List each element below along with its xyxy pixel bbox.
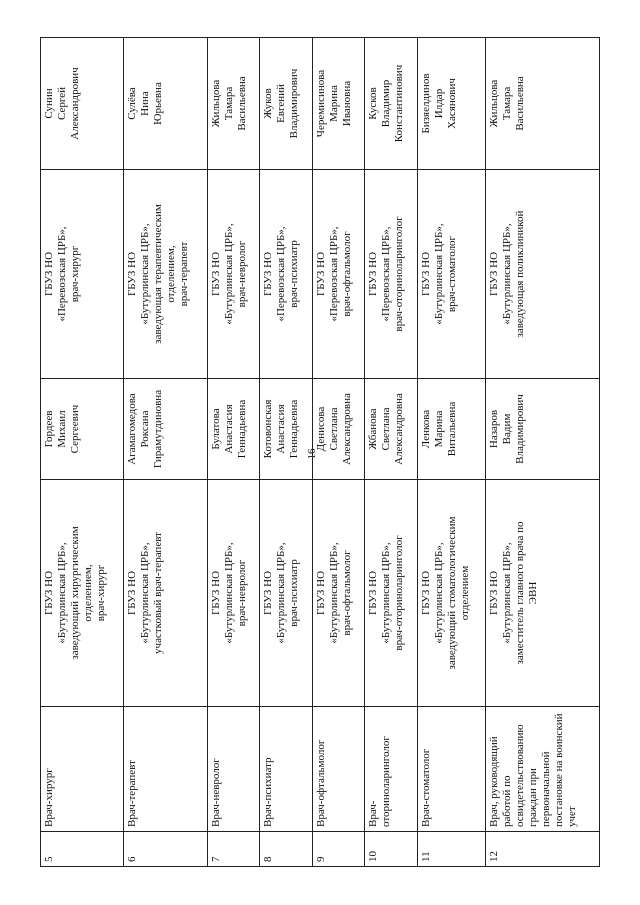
reserve-workplace-cell-line: врач-оториноларинголог: [393, 216, 406, 332]
reserve-member-name-line: Васильевна: [235, 76, 248, 131]
main-member-name: [312, 379, 364, 480]
main-member-name: [417, 379, 485, 480]
main-workplace-cell: [260, 480, 312, 707]
main-workplace-cell: [417, 480, 485, 707]
reserve-member-name-line: Константинович: [393, 64, 406, 143]
main-workplace-cell-line: заведующий хирургическим: [69, 526, 81, 660]
main-workplace-cell-line: «Бутурлинская ЦРБ»,: [222, 542, 235, 644]
main-workplace-cell-line: участковый врач-терапевт: [152, 532, 165, 654]
main-member-name-line: Агамагомедова: [126, 393, 139, 465]
reserve-workplace-cell-line: ГБУЗ НО: [262, 251, 275, 297]
reserve-workplace-cell-line: врач-психиатр: [288, 240, 301, 308]
main-member-name-line: Денисова: [314, 406, 327, 452]
main-member-name-line: Геннадьевна: [235, 399, 248, 459]
reserve-member-name-line: Тамара: [500, 86, 513, 121]
row-number: 12: [485, 832, 599, 867]
main-member-name-line: Жбанова: [367, 408, 380, 450]
reserve-member-name-line: Юрьевна: [152, 82, 165, 125]
main-workplace-cell-line: ГБУЗ НО: [209, 570, 222, 616]
main-workplace-cell-line: ГБУЗ НО: [43, 570, 55, 616]
reserve-member-name-line: Кусков: [367, 87, 380, 120]
row-number: 7: [207, 832, 259, 867]
table-row: [365, 38, 417, 867]
row-number: 6: [124, 832, 207, 867]
reserve-member-name-line: Евгений: [275, 84, 288, 123]
reserve-member-name: [260, 38, 312, 170]
reserve-workplace-cell-line: «Перевозская ЦРБ»,: [327, 226, 340, 322]
reserve-workplace-cell-line: «Перевозская ЦРБ»,: [56, 226, 68, 322]
main-workplace-cell-line: ГБУЗ НО: [487, 570, 500, 616]
main-member-name-line: Марина: [432, 410, 445, 448]
main-member-name: [365, 379, 417, 480]
reserve-workplace-cell: [41, 170, 124, 379]
main-workplace-cell-line: «Бутурлинская ЦРБ»,: [500, 542, 513, 644]
commission-table: [40, 37, 600, 867]
reserve-member-name-line: Сунин: [43, 88, 55, 119]
reserve-workplace-cell-line: ГБУЗ НО: [126, 251, 139, 297]
main-member-name-line: Котовонская: [262, 399, 275, 459]
main-member-name-line: Булатова: [209, 408, 222, 450]
main-member-name-line: Вадим: [500, 413, 513, 445]
main-member-name-line: Гирамутдиновна: [152, 389, 165, 469]
row-number: 5: [41, 832, 124, 867]
main-member-name-line: Сергеевич: [69, 404, 81, 454]
position-cell: Врач-хирург: [41, 707, 124, 832]
reserve-workplace-cell-line: ГБУЗ НО: [314, 251, 327, 297]
reserve-member-name: [207, 38, 259, 170]
main-workplace-cell-line: заведующий стоматологическим: [445, 516, 458, 670]
reserve-member-name-line: Марина: [327, 85, 340, 122]
main-workplace-cell-line: врач-психиатр: [288, 559, 301, 627]
reserve-member-name-line: Ивановна: [340, 80, 353, 127]
main-member-name-line: Назаров: [487, 409, 500, 449]
main-workplace-cell-line: врач-невролог: [235, 559, 248, 627]
main-member-name: [124, 379, 207, 480]
reserve-workplace-cell-line: «Бутурлинская ЦРБ»,: [432, 223, 445, 325]
reserve-workplace-cell-line: «Перевозская ЦРБ»,: [275, 226, 288, 322]
position-cell: Врач-стоматолог: [417, 707, 485, 832]
main-workplace-cell-line: «Бутурлинская ЦРБ»,: [380, 542, 393, 644]
row-number: 10: [365, 832, 417, 867]
reserve-workplace-cell-line: врач-хирург: [69, 245, 81, 303]
reserve-workplace-cell-line: врач-терапевт: [178, 241, 191, 307]
reserve-member-name: [417, 38, 485, 170]
table-row: [485, 38, 599, 867]
reserve-member-name-line: Сергей: [56, 87, 68, 120]
position-cell: Врач-психиатр: [260, 707, 312, 832]
reserve-member-name-line: Бизяелдинов: [419, 73, 432, 134]
main-workplace-cell-line: ЭВН: [526, 581, 539, 605]
reserve-workplace-cell: [312, 170, 364, 379]
main-workplace-cell-line: «Бутурлинская ЦРБ»,: [432, 542, 445, 644]
table-row: [41, 38, 124, 867]
reserve-workplace-cell: [124, 170, 207, 379]
main-member-name-line: Анастасия: [275, 404, 288, 454]
reserve-member-name-line: Владимир: [380, 79, 393, 128]
table-row: [260, 38, 312, 867]
main-workplace-cell: [207, 480, 259, 707]
reserve-workplace-cell-line: ГБУЗ НО: [43, 251, 55, 297]
reserve-member-name-line: Жуков: [262, 88, 275, 119]
reserve-workplace-cell-line: «Бутурлинская ЦРБ»,: [139, 223, 152, 325]
table-row: [207, 38, 259, 867]
row-number: 9: [312, 832, 364, 867]
main-workplace-cell: [312, 480, 364, 707]
reserve-workplace-cell-line: «Бутурлинская ЦРБ»,: [222, 223, 235, 325]
reserve-member-name-line: Александрович: [69, 67, 81, 140]
reserve-member-name-line: Васильевна: [513, 76, 526, 131]
reserve-member-name-line: Хасянович: [445, 78, 458, 129]
row-number: 11: [417, 832, 485, 867]
reserve-member-name: [124, 38, 207, 170]
main-workplace-cell: [124, 480, 207, 707]
position-cell: Врач-офтальмолог: [312, 707, 364, 832]
reserve-workplace-cell-line: врач-невролог: [235, 240, 248, 308]
reserve-workplace-cell: [365, 170, 417, 379]
table-row: [312, 38, 364, 867]
main-workplace-cell-line: отделением: [458, 565, 471, 621]
reserve-member-name-line: Черемисинова: [314, 69, 327, 138]
position-cell: Врач-оториноларинголог: [365, 707, 417, 832]
page-number: 16: [306, 448, 318, 460]
reserve-member-name-line: Тамара: [222, 86, 235, 121]
reserve-workplace-cell: [485, 170, 599, 379]
reserve-workplace-cell-line: «Перевозская ЦРБ»,: [380, 226, 393, 322]
main-workplace-cell: [41, 480, 124, 707]
main-member-name-line: Светлана: [380, 407, 393, 451]
reserve-member-name-line: Владимирович: [288, 68, 301, 139]
main-member-name-line: Геннадьевна: [288, 399, 301, 459]
reserve-member-name-line: Илдар: [432, 88, 445, 119]
main-member-name-line: Роксана: [139, 410, 152, 448]
reserve-workplace-cell: [417, 170, 485, 379]
main-member-name: [485, 379, 599, 480]
reserve-workplace-cell-line: врач-стоматолог: [445, 235, 458, 313]
reserve-workplace-cell-line: ГБУЗ НО: [419, 251, 432, 297]
table-row: [417, 38, 485, 867]
main-member-name-line: Витальевна: [445, 401, 458, 457]
main-workplace-cell-line: ГБУЗ НО: [314, 570, 327, 616]
position-cell: Врач-терапевт: [124, 707, 207, 832]
reserve-member-name: [41, 38, 124, 170]
main-workplace-cell-line: «Бутурлинская ЦРБ»,: [275, 542, 288, 644]
row-number: 8: [260, 832, 312, 867]
main-member-name-line: Александровна: [393, 393, 406, 465]
main-member-name-line: Владимирович: [513, 394, 526, 464]
reserve-member-name: [485, 38, 599, 170]
reserve-member-name-line: Сулёва: [126, 87, 139, 120]
main-workplace-cell-line: ГБУЗ НО: [126, 570, 139, 616]
rotated-page: [40, 37, 600, 867]
reserve-member-name-line: Жильцова: [209, 79, 222, 128]
main-member-name-line: Анастасия: [222, 404, 235, 454]
reserve-workplace-cell-line: заведующая поликлиникой: [513, 210, 526, 338]
main-workplace-cell-line: заместитель главного врача по: [513, 521, 526, 665]
main-member-name-line: Светлана: [327, 407, 340, 451]
reserve-workplace-cell-line: ГБУЗ НО: [209, 251, 222, 297]
main-workplace-cell-line: ГБУЗ НО: [419, 570, 432, 616]
main-workplace-cell-line: врач-офтальмолог: [340, 550, 353, 636]
main-member-name: [41, 379, 124, 480]
reserve-member-name-line: Жильцова: [487, 79, 500, 128]
reserve-workplace-cell-line: ГБУЗ НО: [367, 251, 380, 297]
reserve-workplace-cell-line: заведующая терапевтическим: [152, 204, 165, 344]
main-workplace-cell-line: «Бутурлинская ЦРБ»,: [56, 542, 68, 644]
main-workplace-cell-line: «Бутурлинская ЦРБ»,: [139, 542, 152, 644]
main-member-name-line: Александровна: [340, 393, 353, 465]
main-workplace-cell-line: «Бутурлинская ЦРБ»,: [327, 542, 340, 644]
reserve-member-name-line: Нина: [139, 91, 152, 116]
reserve-workplace-cell-line: отделением,: [165, 245, 178, 303]
main-member-name: [207, 379, 259, 480]
main-member-name-line: Михаил: [56, 410, 68, 448]
reserve-workplace-cell-line: «Бутурлинская ЦРБ»,: [500, 223, 513, 325]
main-member-name: [260, 379, 312, 480]
reserve-workplace-cell-line: ГБУЗ НО: [487, 251, 500, 297]
reserve-member-name: [365, 38, 417, 170]
main-workplace-cell-line: ГБУЗ НО: [367, 570, 380, 616]
main-workplace-cell: [485, 480, 599, 707]
reserve-workplace-cell: [260, 170, 312, 379]
reserve-member-name: [312, 38, 364, 170]
main-workplace-cell-line: врач-хирург: [95, 564, 107, 622]
position-cell: Врач-невролог: [207, 707, 259, 832]
reserve-workplace-cell: [207, 170, 259, 379]
main-workplace-cell-line: врач-оториноларинголог: [393, 535, 406, 651]
main-member-name-line: Ленкова: [419, 409, 432, 449]
main-workplace-cell-line: ГБУЗ НО: [262, 570, 275, 616]
position-cell: Врач, руководящий работой по освидетельствованию граждан при первоначальной постановке на воинский учет: [485, 707, 599, 832]
main-workplace-cell-line: отделением,: [82, 564, 94, 622]
table-row: [124, 38, 207, 867]
main-workplace-cell: [365, 480, 417, 707]
reserve-workplace-cell-line: врач-офтальмолог: [340, 231, 353, 317]
main-member-name-line: Гордеев: [43, 410, 55, 448]
